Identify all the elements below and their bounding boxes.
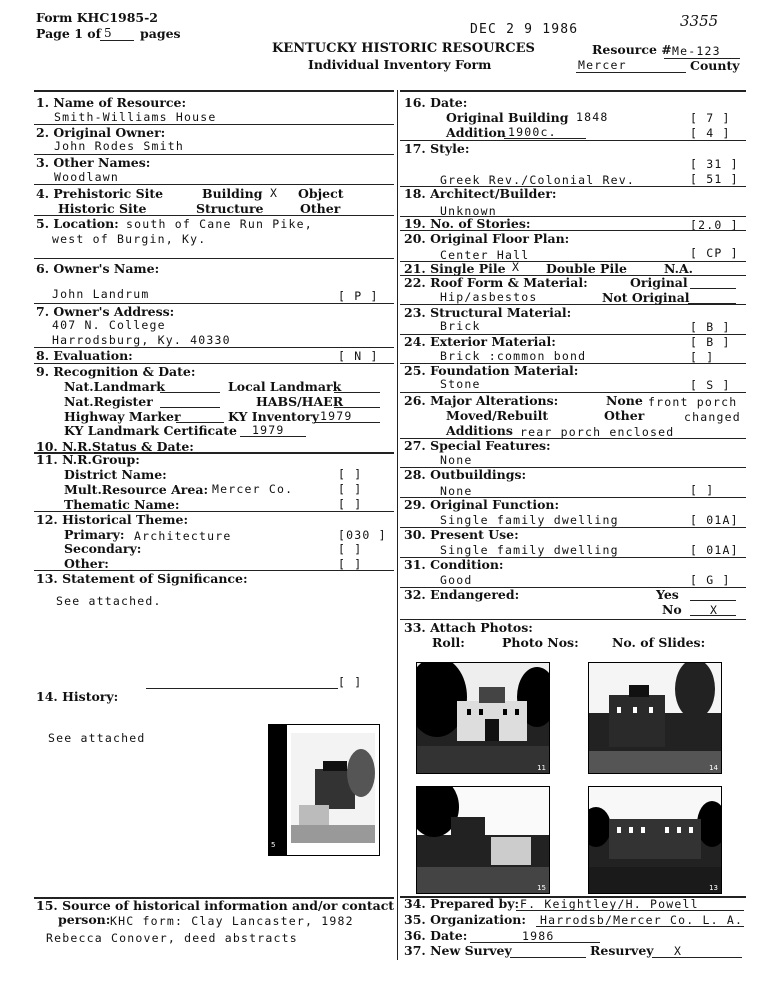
field-15-label: 15. Source of historical information and/or contact (36, 898, 395, 913)
resource-value: Me-123 (672, 44, 721, 58)
field-9-habs: HABS/HAER (256, 394, 344, 409)
field-14-value: See attached (48, 731, 146, 745)
photo-side (588, 662, 722, 774)
field-9-highway: Highway Marker (64, 409, 181, 424)
field-9-local: Local Landmark (228, 379, 342, 394)
field-37-label: 37. New Survey (404, 943, 512, 958)
field-34-label: 34. Prepared by: (404, 896, 520, 911)
field-18-value: Unknown (440, 204, 497, 218)
field-28-value: None (440, 484, 473, 498)
field-36-value: 1986 (522, 929, 555, 943)
field-33-slides: No. of Slides: (612, 635, 706, 650)
field-11-mult: Mult.Resource Area: (64, 482, 209, 497)
field-4-building: Building (202, 186, 263, 201)
field-14-label: 14. History: (36, 689, 119, 704)
field-21-mark: X (512, 260, 521, 274)
field-4-object: Object (298, 186, 344, 201)
field-25-label: 25. Foundation Material: (404, 363, 579, 378)
field-8-label: 8. Evaluation: (36, 348, 133, 363)
field-4-historic: Historic Site (58, 201, 147, 216)
field-4-mark: X (270, 186, 279, 200)
field-11-mult-value: Mercer Co. (212, 482, 294, 496)
field-15-value-1: KHC form: Clay Lancaster, 1982 (110, 914, 354, 928)
field-20-label: 20. Original Floor Plan: (404, 231, 570, 246)
field-12-secondary-code: [ ] (338, 542, 363, 556)
field-17-code-2: [ 51 ] (690, 172, 739, 186)
field-33-photo: Photo Nos: (502, 635, 579, 650)
field-29-value: Single family dwelling (440, 513, 619, 527)
field-26-additions-value: rear porch enclosed (520, 425, 675, 439)
field-16-orig-code: [ 7 ] (690, 111, 731, 125)
field-9-kyinventory-value: 1979 (320, 409, 353, 423)
pages-label: pages (140, 26, 181, 41)
field-23-code: [ B ] (690, 320, 731, 334)
field-26-front: front porch (648, 395, 738, 409)
field-12-primary: Primary: (64, 527, 125, 542)
field-19-code: [2.0 ] (690, 218, 739, 232)
field-12-other: Other: (64, 556, 109, 571)
field-30-label: 30. Present Use: (404, 527, 519, 542)
field-32-label: 32. Endangered: (404, 587, 520, 602)
field-11-thematic-code: [ ] (338, 497, 363, 511)
field-15-value-2: Rebecca Conover, deed abstracts (46, 931, 298, 945)
field-9-kyinventory: KY Inventory (228, 409, 320, 424)
field-3-label: 3. Other Names: (36, 155, 151, 170)
field-11-mult-code: [ ] (338, 482, 363, 496)
field-19-label: 19. No. of Stories: (404, 216, 531, 231)
field-32-no: No (662, 602, 682, 617)
county-label: County (690, 58, 740, 73)
field-37-resurvey: Resurvey (590, 943, 654, 958)
field-13-value: See attached. (56, 594, 162, 608)
field-24-code-2: [ ] (690, 350, 715, 364)
field-16-add-code: [ 4 ] (690, 126, 731, 140)
field-16-label: 16. Date: (404, 95, 468, 110)
field-4-structure: Structure (196, 201, 264, 216)
field-28-label: 28. Outbuildings: (404, 467, 527, 482)
field-11-district-code: [ ] (338, 467, 363, 481)
county-value: Mercer (578, 58, 627, 72)
field-12-primary-code: [030 ] (338, 528, 387, 542)
field-6-code: [ P ] (338, 289, 379, 303)
field-29-code: [ 01A] (690, 513, 739, 527)
history-photo (268, 724, 380, 856)
field-26-changed: changed (684, 410, 741, 424)
field-25-code: [ S ] (690, 378, 731, 392)
field-36-label: 36. Date: (404, 928, 468, 943)
field-21-double: Double Pile (546, 261, 627, 276)
field-12-primary-value: Architecture (134, 529, 232, 543)
field-11-district: District Name: (64, 467, 167, 482)
field-18-label: 18. Architect/Builder: (404, 186, 557, 201)
field-20-value: Center Hall (440, 248, 530, 262)
field-24-code-1: [ B ] (690, 335, 731, 349)
field-9-natreg: Nat.Register (64, 394, 153, 409)
photo-front (416, 662, 550, 774)
form-title: KENTUCKY HISTORIC RESOURCES (272, 41, 535, 56)
field-13-code: [ ] (338, 675, 363, 689)
received-stamp: DEC 2 9 1986 (470, 22, 579, 37)
photo-number: 14 (709, 764, 718, 772)
field-21-label: 21. Single Pile (404, 261, 506, 276)
field-27-value: None (440, 453, 473, 467)
field-35-value: Harrodsb/Mercer Co. L. A. (540, 913, 744, 927)
handwritten-number: 3355 (680, 12, 719, 30)
field-27-label: 27. Special Features: (404, 438, 551, 453)
resource-label: Resource # (592, 42, 672, 57)
photo-number: 15 (537, 884, 546, 892)
field-31-value: Good (440, 573, 473, 587)
field-8-code: [ N ] (338, 349, 379, 363)
field-24-value: Brick :common bond (440, 349, 587, 363)
field-26-other: Other (604, 408, 645, 423)
field-32-mark: X (710, 603, 719, 617)
field-23-value: Brick (440, 319, 481, 333)
field-35-label: 35. Organization: (404, 912, 527, 927)
page-label: Page 1 of (36, 26, 101, 41)
field-22-label: 22. Roof Form & Material: (404, 275, 588, 290)
field-17-code-1: [ 31 ] (690, 157, 739, 171)
field-33-label: 33. Attach Photos: (404, 620, 533, 635)
field-3-value: Woodlawn (54, 170, 119, 184)
field-6-value: John Landrum (52, 287, 150, 301)
field-2-label: 2. Original Owner: (36, 125, 166, 140)
field-2-value: John Rodes Smith (54, 139, 184, 153)
field-7-label: 7. Owner's Address: (36, 304, 175, 319)
field-15-person: person: (58, 912, 111, 927)
field-28-code: [ ] (690, 483, 715, 497)
field-9-kylandmark-value: 1979 (252, 423, 285, 437)
field-21-na: N.A. (664, 261, 694, 276)
field-16-add-value: 1900c. (508, 125, 557, 139)
field-26-moved: Moved/Rebuilt (446, 408, 549, 423)
field-24-label: 24. Exterior Material: (404, 334, 556, 349)
field-11-thematic: Thematic Name: (64, 497, 180, 512)
field-22-value: Hip/asbestos (440, 290, 538, 304)
field-30-code: [ 01A] (690, 543, 739, 557)
field-33-roll: Roll: (432, 635, 465, 650)
field-16-orig: Original Building (446, 110, 569, 125)
page-count: 5 (104, 26, 112, 40)
photo-rear (416, 786, 550, 894)
field-31-label: 31. Condition: (404, 557, 504, 572)
field-34-value: F. Keightley/H. Powell (520, 897, 699, 911)
form-subtitle: Individual Inventory Form (308, 57, 492, 72)
field-9-kylandmark: KY Landmark Certificate (64, 423, 237, 438)
form-id: Form KHC1985-2 (36, 10, 158, 25)
field-13-label: 13. Statement of Significance: (36, 571, 248, 586)
field-4-other: Other (300, 201, 341, 216)
field-7-value-2: Harrodsburg, Ky. 40330 (52, 333, 231, 347)
field-11-label: 11. N.R.Group: (36, 452, 140, 467)
field-22-not-original: Not Original (602, 290, 690, 305)
field-9-natlandmark: Nat.Landmark (64, 379, 165, 394)
field-20-code: [ CP ] (690, 246, 739, 260)
field-5-value-2: west of Burgin, Ky. (52, 232, 207, 246)
field-17-label: 17. Style: (404, 141, 470, 156)
field-4-label: 4. Prehistoric Site (36, 186, 164, 201)
field-32-yes: Yes (656, 587, 679, 602)
field-5-label: 5. Location: (36, 216, 119, 231)
field-26-label: 26. Major Alterations: (404, 393, 559, 408)
field-37-mark: X (674, 944, 683, 958)
field-7-value-1: 407 N. College (52, 318, 166, 332)
field-12-label: 12. Historical Theme: (36, 512, 189, 527)
field-5-value-1: south of Cane Run Pike, (126, 217, 313, 231)
field-10-label: 10. N.R.Status & Date: (36, 439, 194, 454)
field-12-secondary: Secondary: (64, 541, 142, 556)
field-9-label: 9. Recognition & Date: (36, 364, 196, 379)
field-22-original: Original (630, 275, 688, 290)
photo-number: 5 (271, 841, 276, 849)
field-12-other-code: [ ] (338, 557, 363, 571)
field-23-label: 23. Structural Material: (404, 305, 572, 320)
field-31-code: [ G ] (690, 573, 731, 587)
field-17-value: Greek Rev./Colonial Rev. (440, 173, 635, 187)
field-30-value: Single family dwelling (440, 543, 619, 557)
field-16-add: Addition (446, 125, 506, 140)
photo-facade (588, 786, 722, 894)
field-26-additions: Additions (446, 423, 513, 438)
field-1-value: Smith-Williams House (54, 110, 217, 124)
field-1-label: 1. Name of Resource: (36, 95, 187, 110)
field-26-none: None (606, 393, 643, 408)
field-16-orig-value: 1848 (576, 110, 609, 124)
photo-number: 11 (537, 764, 546, 772)
field-29-label: 29. Original Function: (404, 497, 560, 512)
field-25-value: Stone (440, 377, 481, 391)
field-6-label: 6. Owner's Name: (36, 261, 160, 276)
photo-number: 13 (709, 884, 718, 892)
